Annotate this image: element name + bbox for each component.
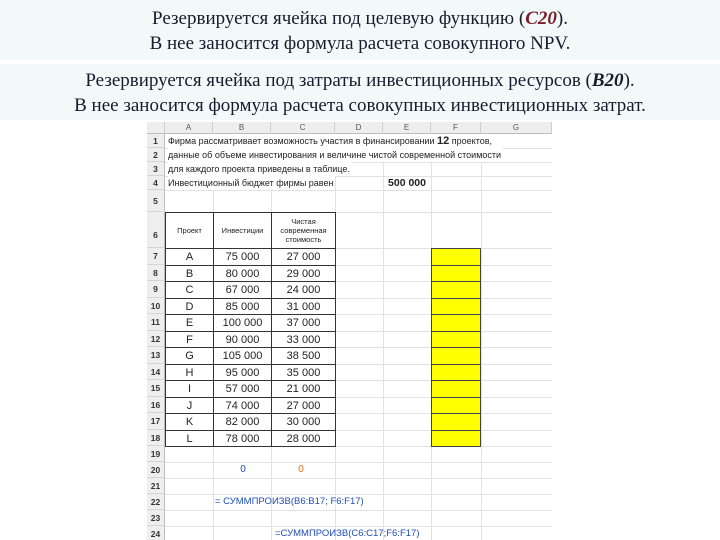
investment-value[interactable]: 85 000 [213,298,272,315]
selection-cell[interactable] [431,413,481,431]
selection-cell[interactable] [431,265,481,282]
block2-line1: Резервируется ячейка под затраты инвестиционных ресурсов (В20). [85,70,635,91]
column-header-b[interactable]: B [213,122,271,134]
investment-value[interactable]: 90 000 [213,331,272,348]
project-name[interactable]: B [165,265,214,282]
table-header-npv[interactable]: Чистая современная стоимость [271,212,336,249]
project-count: 12 [437,135,450,147]
selection-cell[interactable] [431,347,481,365]
slide-text-block-1 [0,0,720,60]
selection-cell[interactable] [431,298,481,315]
column-header-g[interactable]: G [481,122,552,134]
select-all-corner[interactable] [147,122,165,134]
selection-cell[interactable] [431,314,481,332]
npv-value[interactable]: 21 000 [271,380,336,398]
row-header-2[interactable]: 2 [147,148,165,162]
block1-line1: Резервируется ячейка под целевую функцию (С20). [152,8,568,29]
selection-cell[interactable] [431,430,481,447]
table-header-project[interactable]: Проект [165,212,214,249]
project-name[interactable]: F [165,331,214,348]
spreadsheet [147,122,552,540]
project-name[interactable]: L [165,430,214,447]
npv-value[interactable]: 30 000 [271,413,336,431]
row-header-23[interactable]: 23 [147,510,165,526]
project-name[interactable]: J [165,397,214,414]
selection-cell[interactable] [431,364,481,381]
investment-value[interactable]: 82 000 [213,413,272,431]
row-header-24[interactable]: 24 [147,526,165,540]
block1-line2: В нее заносится формула расчета совокупного NPV. [149,33,571,54]
project-name[interactable]: A [165,248,214,266]
npv-value[interactable]: 33 000 [271,331,336,348]
project-name[interactable]: I [165,380,214,398]
selection-cell[interactable] [431,248,481,266]
column-header-d[interactable]: D [335,122,383,134]
row-header-3[interactable]: 3 [147,162,165,176]
investment-value[interactable]: 80 000 [213,265,272,282]
row-header-11[interactable]: 11 [147,314,165,331]
gridline [165,478,552,479]
row-header-17[interactable]: 17 [147,413,165,430]
investment-value[interactable]: 57 000 [213,380,272,398]
formula-investment: = СУММПРОИЗВ(B6:B17; F6:F17) [215,496,364,507]
npv-value[interactable]: 24 000 [271,281,336,299]
gridline [383,134,384,540]
npv-value[interactable]: 28 000 [271,430,336,447]
row-header-1[interactable]: 1 [147,134,165,148]
gridline [481,134,482,540]
project-name[interactable]: E [165,314,214,332]
cell-a3[interactable]: для каждого проекта приведены в таблице. [168,164,350,174]
row-header-16[interactable]: 16 [147,397,165,413]
cell-ref-c20: С20 [525,8,557,29]
row-header-4[interactable]: 4 [147,176,165,190]
selection-cell[interactable] [431,281,481,299]
column-header-f[interactable]: F [431,122,481,134]
column-header-e[interactable]: E [383,122,431,134]
column-header-c[interactable]: C [271,122,335,134]
cell-ref-b20: В20 [591,70,624,91]
row-header-15[interactable]: 15 [147,380,165,397]
selection-cell[interactable] [431,380,481,398]
budget-value[interactable]: 500 000 [388,177,426,189]
table-header-investment[interactable]: Инвестиции [213,212,272,249]
cell-c20-result[interactable]: 0 [298,464,304,475]
row-header-6[interactable]: 6 [147,212,165,248]
row-header-18[interactable]: 18 [147,430,165,446]
npv-value[interactable]: 38 500 [271,347,336,365]
selection-cell[interactable] [431,331,481,348]
investment-value[interactable]: 78 000 [213,430,272,447]
block2-line2: В нее заносится формула расчета совокупных инвестиционных затрат. [74,95,646,116]
investment-value[interactable]: 105 000 [213,347,272,365]
npv-value[interactable]: 31 000 [271,298,336,315]
cell-a4[interactable]: Инвестиционный бюджет фирмы равен [168,178,334,188]
row-header-22[interactable]: 22 [147,494,165,510]
cell-a1[interactable]: Фирма рассматривает возможность участия в финансировании 12 проектов, [168,135,493,147]
project-name[interactable]: K [165,413,214,431]
cell-b20-result[interactable]: 0 [240,464,246,475]
investment-value[interactable]: 100 000 [213,314,272,332]
row-header-10[interactable]: 10 [147,298,165,314]
row-header-9[interactable]: 9 [147,281,165,298]
investment-value[interactable]: 74 000 [213,397,272,414]
column-header-a[interactable]: A [165,122,213,134]
gridline [165,190,552,191]
row-header-19[interactable]: 19 [147,446,165,462]
slide-text-block-2 [0,64,720,120]
project-name[interactable]: H [165,364,214,381]
row-header-12[interactable]: 12 [147,331,165,347]
investment-value[interactable]: 75 000 [213,248,272,266]
project-name[interactable]: D [165,298,214,315]
row-header-20[interactable]: 20 [147,462,165,478]
selection-cell[interactable] [431,397,481,414]
npv-value[interactable]: 27 000 [271,248,336,266]
formula-npv: =СУММПРОИЗВ(C6:C17;F6:F17) [275,528,420,539]
cell-a2[interactable]: данные об объеме инвестирования и величине чистой современной стоимости [168,150,502,160]
npv-value[interactable]: 29 000 [271,265,336,282]
row-header-8[interactable]: 8 [147,265,165,281]
row-header-13[interactable]: 13 [147,347,165,364]
project-name[interactable]: C [165,281,214,299]
row-header-7[interactable]: 7 [147,248,165,265]
row-header-14[interactable]: 14 [147,364,165,380]
project-name[interactable]: G [165,347,214,365]
gridline [165,510,552,511]
npv-value[interactable]: 37 000 [271,314,336,332]
investment-value[interactable]: 67 000 [213,281,272,299]
npv-value[interactable]: 27 000 [271,397,336,414]
row-header-21[interactable]: 21 [147,478,165,494]
row-header-5[interactable]: 5 [147,190,165,212]
investment-value[interactable]: 95 000 [213,364,272,381]
npv-value[interactable]: 35 000 [271,364,336,381]
